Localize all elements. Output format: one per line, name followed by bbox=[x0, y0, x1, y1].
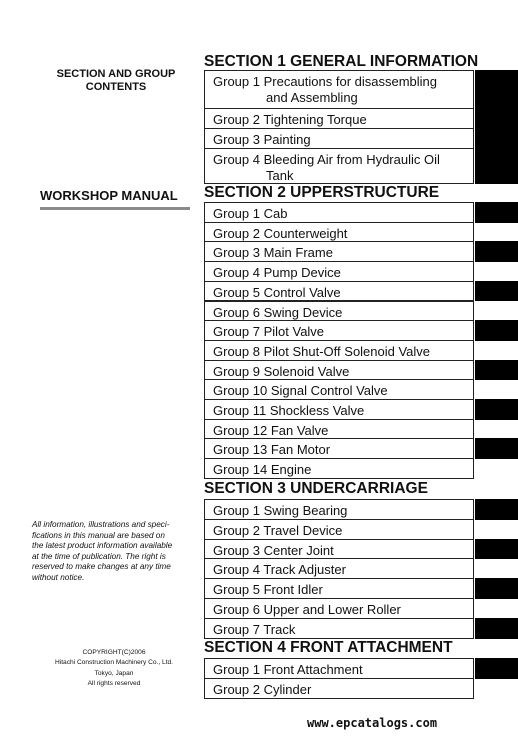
group-label: Group 7 Pilot Valve bbox=[213, 324, 325, 340]
notice-line: at the time of publication. The right is bbox=[32, 551, 166, 561]
notice-line: the latest product information available bbox=[32, 541, 173, 551]
group-row[interactable] bbox=[204, 419, 474, 440]
section-tab bbox=[475, 519, 518, 540]
section-4-title: SECTION 4 FRONT ATTACHMENT bbox=[204, 639, 453, 656]
group-row[interactable] bbox=[204, 678, 474, 699]
section-tab bbox=[475, 618, 518, 639]
website-url[interactable]: www.epcatalogs.com bbox=[307, 716, 438, 730]
group-row[interactable] bbox=[204, 618, 474, 639]
group-label: Group 2 Travel Device bbox=[213, 522, 343, 538]
section-tab bbox=[475, 499, 518, 520]
notice-line: fications in this manual are based on bbox=[32, 530, 165, 540]
group-row[interactable] bbox=[204, 148, 474, 184]
section-tab bbox=[475, 108, 518, 129]
section-tab bbox=[475, 578, 518, 599]
section-tab bbox=[475, 301, 518, 322]
section-tab bbox=[475, 340, 518, 361]
publication-notice bbox=[32, 520, 197, 584]
group-label: Group 7 Track bbox=[213, 621, 296, 637]
section-tab bbox=[475, 598, 518, 619]
workshop-manual-title: WORKSHOP MANUAL bbox=[40, 188, 178, 203]
copyright-line: COPYRIGHT(C)2006 bbox=[82, 649, 146, 656]
group-label: Group 1 Cab bbox=[213, 206, 288, 221]
section-tab bbox=[475, 399, 518, 420]
group-row[interactable] bbox=[204, 70, 474, 109]
group-row[interactable] bbox=[204, 320, 474, 341]
group-row[interactable] bbox=[204, 241, 474, 262]
group-row[interactable] bbox=[204, 128, 474, 149]
group-row[interactable] bbox=[204, 261, 474, 282]
group-label: Group 2 Tightening Torque bbox=[213, 112, 367, 127]
group-row[interactable] bbox=[204, 438, 474, 459]
copyright-block bbox=[40, 648, 188, 690]
group-row[interactable] bbox=[204, 458, 474, 479]
group-row[interactable] bbox=[204, 578, 474, 599]
section-tab bbox=[475, 458, 518, 479]
section-tab bbox=[475, 70, 518, 109]
notice-line: without notice. bbox=[32, 572, 85, 582]
group-row[interactable] bbox=[204, 539, 474, 560]
group-label: Group 9 Solenoid Valve bbox=[213, 363, 350, 379]
section-tab bbox=[475, 261, 518, 282]
section-3-title: SECTION 3 UNDERCARRIAGE bbox=[204, 480, 428, 497]
notice-line: reserved to make changes at any time bbox=[32, 562, 171, 572]
copyright-line: Tokyo, Japan bbox=[94, 669, 134, 677]
section-tab bbox=[475, 222, 518, 243]
group-row[interactable] bbox=[204, 108, 474, 129]
group-label-line2: and Assembling bbox=[266, 90, 358, 105]
group-row[interactable] bbox=[204, 379, 474, 400]
section-1-title: SECTION 1 GENERAL INFORMATION bbox=[204, 53, 479, 70]
group-label: Group 11 Shockless Valve bbox=[213, 403, 365, 418]
group-label: Group 8 Pilot Shut-Off Solenoid Valve bbox=[213, 343, 431, 359]
group-label: Group 4 Track Adjuster bbox=[213, 562, 346, 578]
group-label: Group 2 Counterweight bbox=[213, 225, 348, 241]
group-row[interactable] bbox=[204, 340, 474, 361]
section-tab bbox=[475, 558, 518, 579]
section-tab bbox=[475, 539, 518, 560]
notice-line: All information, illustrations and speci- bbox=[32, 520, 170, 529]
group-row[interactable] bbox=[204, 399, 474, 420]
group-label: Group 2 Cylinder bbox=[213, 682, 312, 697]
group-row[interactable] bbox=[204, 658, 474, 679]
group-row[interactable] bbox=[204, 281, 474, 302]
group-row[interactable] bbox=[204, 598, 474, 619]
group-row[interactable] bbox=[204, 558, 474, 579]
group-row[interactable] bbox=[204, 360, 474, 381]
group-row[interactable] bbox=[204, 301, 474, 322]
section-tab bbox=[475, 281, 518, 302]
section-tab bbox=[475, 438, 518, 459]
group-row[interactable] bbox=[204, 499, 474, 520]
group-label: Group 14 Engine bbox=[213, 462, 312, 478]
section-tab bbox=[475, 379, 518, 400]
section-group-heading-line2: CONTENTS bbox=[85, 81, 147, 93]
group-label: Group 1 Front Attachment bbox=[213, 662, 363, 677]
section-tab bbox=[475, 148, 518, 184]
group-row[interactable] bbox=[204, 222, 474, 243]
group-row[interactable] bbox=[204, 202, 474, 223]
group-label: Group 4 Bleeding Air from Hydraulic Oil bbox=[213, 152, 440, 167]
section-tab bbox=[475, 202, 518, 223]
group-label: Group 1 Swing Bearing bbox=[213, 503, 348, 518]
group-label: Group 3 Center Joint bbox=[213, 542, 334, 558]
group-label: Group 13 Fan Motor bbox=[213, 442, 331, 458]
group-row[interactable] bbox=[204, 519, 474, 540]
copyright-line: Hitachi Construction Machinery Co., Ltd. bbox=[54, 659, 173, 667]
section-group-heading-line1: SECTION AND GROUP bbox=[56, 68, 176, 80]
workshop-manual-rule bbox=[40, 207, 190, 210]
group-label: Group 5 Control Valve bbox=[213, 284, 341, 300]
copyright-line: All rights reserved bbox=[87, 680, 141, 688]
group-label-line2: Tank bbox=[266, 168, 294, 183]
group-label: Group 1 Precautions for disassembling bbox=[213, 74, 438, 89]
section-tab bbox=[475, 320, 518, 341]
group-label: Group 4 Pump Device bbox=[213, 265, 341, 281]
group-label: Group 12 Fan Valve bbox=[213, 422, 329, 438]
section-group-heading bbox=[40, 68, 192, 94]
section-tab bbox=[475, 360, 518, 381]
section-tab bbox=[475, 128, 518, 149]
group-label: Group 10 Signal Control Valve bbox=[213, 383, 388, 399]
section-tab bbox=[475, 241, 518, 262]
section-tab bbox=[475, 419, 518, 440]
group-label: Group 6 Upper and Lower Roller bbox=[213, 602, 401, 617]
section-2-title: SECTION 2 UPPERSTRUCTURE bbox=[204, 184, 440, 201]
group-label: Group 3 Main Frame bbox=[213, 245, 333, 261]
section-tab bbox=[475, 678, 518, 699]
group-label: Group 3 Painting bbox=[213, 132, 311, 147]
section-tab bbox=[475, 658, 518, 679]
group-label: Group 5 Front Idler bbox=[213, 582, 323, 598]
group-label: Group 6 Swing Device bbox=[213, 304, 343, 320]
